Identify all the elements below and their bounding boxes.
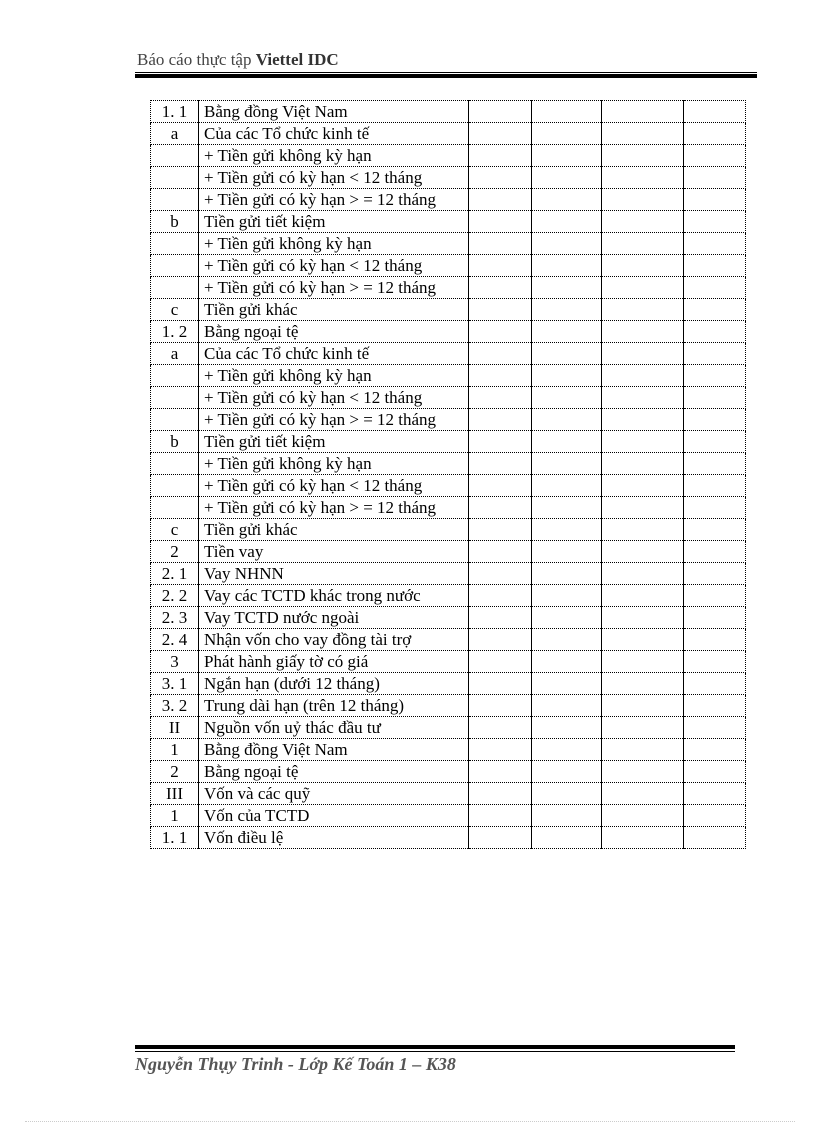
row-number: III [151, 783, 199, 805]
value-cell [684, 145, 746, 167]
value-cell [684, 607, 746, 629]
table-row [151, 607, 746, 629]
row-description: + Tiền gửi không kỳ hạn [199, 453, 469, 475]
value-cell [684, 783, 746, 805]
row-number: c [151, 519, 199, 541]
value-cell [469, 145, 532, 167]
value-cell [602, 365, 684, 387]
value-cell [684, 321, 746, 343]
value-cell [532, 431, 602, 453]
table-row [151, 255, 746, 277]
row-description: + Tiền gửi có kỳ hạn < 12 tháng [199, 387, 469, 409]
header-prefix: Báo cáo thực tập [137, 50, 256, 69]
value-cell [469, 497, 532, 519]
value-cell [602, 783, 684, 805]
row-number: 2. 3 [151, 607, 199, 629]
value-cell [684, 387, 746, 409]
value-cell [532, 761, 602, 783]
row-number: b [151, 431, 199, 453]
row-number [151, 497, 199, 519]
row-number [151, 277, 199, 299]
header-company: Viettel IDC [255, 50, 339, 69]
table-row [151, 321, 746, 343]
table-row [151, 651, 746, 673]
row-number: 3. 1 [151, 673, 199, 695]
row-description: Của các Tổ chức kinh tế [199, 343, 469, 365]
value-cell [684, 409, 746, 431]
value-cell [532, 101, 602, 123]
table-row [151, 629, 746, 651]
value-cell [602, 321, 684, 343]
row-description: Vốn và các quỹ [199, 783, 469, 805]
table-row [151, 783, 746, 805]
row-number: 1. 1 [151, 101, 199, 123]
row-description: Của các Tổ chức kinh tế [199, 123, 469, 145]
value-cell [602, 431, 684, 453]
value-cell [532, 541, 602, 563]
row-number: c [151, 299, 199, 321]
value-cell [684, 233, 746, 255]
row-number [151, 189, 199, 211]
value-cell [602, 409, 684, 431]
row-number [151, 233, 199, 255]
row-description: Ngắn hạn (dưới 12 tháng) [199, 673, 469, 695]
row-number [151, 453, 199, 475]
row-description: Bằng ngoại tệ [199, 321, 469, 343]
value-cell [602, 761, 684, 783]
table-row [151, 145, 746, 167]
row-description: Vốn điều lệ [199, 827, 469, 849]
value-cell [602, 541, 684, 563]
value-cell [532, 629, 602, 651]
table-row [151, 431, 746, 453]
row-number: 2. 1 [151, 563, 199, 585]
value-cell [532, 233, 602, 255]
value-cell [532, 673, 602, 695]
value-cell [532, 365, 602, 387]
value-cell [684, 563, 746, 585]
row-number: a [151, 123, 199, 145]
value-cell [684, 717, 746, 739]
value-cell [469, 453, 532, 475]
table-row [151, 365, 746, 387]
value-cell [602, 343, 684, 365]
capital-sources-table [150, 100, 746, 849]
footer-rule-thick [135, 1045, 735, 1049]
row-number [151, 409, 199, 431]
value-cell [602, 629, 684, 651]
row-number [151, 475, 199, 497]
value-cell [684, 189, 746, 211]
page-edge-dots [25, 1121, 795, 1122]
value-cell [684, 299, 746, 321]
row-number: 2. 2 [151, 585, 199, 607]
value-cell [602, 497, 684, 519]
table-row [151, 453, 746, 475]
value-cell [684, 519, 746, 541]
row-description: Nguồn vốn uỷ thác đầu tư [199, 717, 469, 739]
value-cell [602, 101, 684, 123]
row-number: 1 [151, 739, 199, 761]
row-description: Phát hành giấy tờ có giá [199, 651, 469, 673]
value-cell [602, 673, 684, 695]
row-description: + Tiền gửi có kỳ hạn < 12 tháng [199, 255, 469, 277]
value-cell [469, 607, 532, 629]
value-cell [469, 211, 532, 233]
table-row [151, 673, 746, 695]
value-cell [602, 387, 684, 409]
row-description: Vốn của TCTD [199, 805, 469, 827]
row-description: + Tiền gửi có kỳ hạn > = 12 tháng [199, 409, 469, 431]
value-cell [602, 607, 684, 629]
value-cell [469, 475, 532, 497]
value-cell [684, 211, 746, 233]
row-number [151, 167, 199, 189]
value-cell [469, 695, 532, 717]
value-cell [602, 695, 684, 717]
value-cell [469, 189, 532, 211]
table-row [151, 167, 746, 189]
row-description: Trung dài hạn (trên 12 tháng) [199, 695, 469, 717]
table-row [151, 739, 746, 761]
value-cell [469, 233, 532, 255]
row-number [151, 387, 199, 409]
row-description: Tiền gửi khác [199, 519, 469, 541]
page-header [137, 50, 339, 70]
row-number: a [151, 343, 199, 365]
row-number: 2 [151, 541, 199, 563]
row-number [151, 145, 199, 167]
value-cell [532, 717, 602, 739]
table-row [151, 343, 746, 365]
value-cell [469, 321, 532, 343]
value-cell [602, 805, 684, 827]
row-description: + Tiền gửi không kỳ hạn [199, 233, 469, 255]
value-cell [684, 629, 746, 651]
value-cell [602, 299, 684, 321]
table-row [151, 497, 746, 519]
value-cell [469, 299, 532, 321]
table-row [151, 299, 746, 321]
value-cell [532, 277, 602, 299]
value-cell [684, 827, 746, 849]
value-cell [469, 409, 532, 431]
value-cell [532, 211, 602, 233]
value-cell [602, 717, 684, 739]
value-cell [684, 365, 746, 387]
value-cell [602, 255, 684, 277]
value-cell [532, 123, 602, 145]
value-cell [532, 607, 602, 629]
value-cell [469, 431, 532, 453]
value-cell [602, 123, 684, 145]
value-cell [532, 299, 602, 321]
value-cell [602, 585, 684, 607]
value-cell [469, 585, 532, 607]
row-description: + Tiền gửi có kỳ hạn > = 12 tháng [199, 497, 469, 519]
value-cell [684, 167, 746, 189]
table-row [151, 233, 746, 255]
value-cell [532, 255, 602, 277]
value-cell [684, 761, 746, 783]
value-cell [532, 563, 602, 585]
value-cell [684, 695, 746, 717]
value-cell [684, 101, 746, 123]
value-cell [469, 717, 532, 739]
value-cell [602, 211, 684, 233]
value-cell [684, 541, 746, 563]
value-cell [532, 387, 602, 409]
table-row [151, 695, 746, 717]
table-row [151, 123, 746, 145]
table-row [151, 827, 746, 849]
value-cell [469, 629, 532, 651]
value-cell [532, 453, 602, 475]
row-description: Bằng đồng Việt Nam [199, 101, 469, 123]
row-number: 1. 2 [151, 321, 199, 343]
row-number: II [151, 717, 199, 739]
table-row [151, 563, 746, 585]
row-description: Tiền gửi tiết kiệm [199, 211, 469, 233]
value-cell [684, 673, 746, 695]
value-cell [469, 805, 532, 827]
row-description: Tiền gửi khác [199, 299, 469, 321]
value-cell [532, 827, 602, 849]
value-cell [532, 739, 602, 761]
value-cell [469, 365, 532, 387]
row-description: + Tiền gửi có kỳ hạn > = 12 tháng [199, 277, 469, 299]
table-row [151, 101, 746, 123]
value-cell [602, 277, 684, 299]
value-cell [469, 277, 532, 299]
value-cell [684, 431, 746, 453]
page-footer: Nguyễn Thụy Trinh - Lớp Kế Toán 1 – K38 [135, 1054, 456, 1074]
value-cell [602, 453, 684, 475]
row-number: 1. 1 [151, 827, 199, 849]
row-description: Bằng đồng Việt Nam [199, 739, 469, 761]
value-cell [532, 189, 602, 211]
value-cell [684, 651, 746, 673]
table-row [151, 761, 746, 783]
row-number: 1 [151, 805, 199, 827]
value-cell [532, 805, 602, 827]
value-cell [532, 321, 602, 343]
value-cell [602, 519, 684, 541]
row-description: Vay TCTD nước ngoài [199, 607, 469, 629]
row-number: 2 [151, 761, 199, 783]
value-cell [684, 475, 746, 497]
value-cell [602, 651, 684, 673]
value-cell [602, 233, 684, 255]
value-cell [469, 343, 532, 365]
value-cell [532, 409, 602, 431]
value-cell [469, 563, 532, 585]
value-cell [602, 827, 684, 849]
value-cell [469, 101, 532, 123]
value-cell [532, 585, 602, 607]
row-description: Tiền gửi tiết kiệm [199, 431, 469, 453]
row-number: b [151, 211, 199, 233]
table-row [151, 277, 746, 299]
value-cell [469, 673, 532, 695]
value-cell [532, 497, 602, 519]
row-description: + Tiền gửi không kỳ hạn [199, 365, 469, 387]
value-cell [684, 739, 746, 761]
row-description: + Tiền gửi không kỳ hạn [199, 145, 469, 167]
row-description: Vay NHNN [199, 563, 469, 585]
table-row [151, 541, 746, 563]
table-row [151, 519, 746, 541]
value-cell [602, 563, 684, 585]
table-row [151, 585, 746, 607]
value-cell [532, 475, 602, 497]
footer-rule-thin [135, 1051, 735, 1052]
value-cell [469, 387, 532, 409]
row-description: Nhận vốn cho vay đồng tài trợ [199, 629, 469, 651]
value-cell [469, 651, 532, 673]
value-cell [684, 805, 746, 827]
value-cell [602, 167, 684, 189]
row-description: + Tiền gửi có kỳ hạn < 12 tháng [199, 475, 469, 497]
table-row [151, 189, 746, 211]
value-cell [532, 651, 602, 673]
value-cell [469, 827, 532, 849]
value-cell [469, 255, 532, 277]
row-description: Vay các TCTD khác trong nước [199, 585, 469, 607]
header-rule-thick [135, 74, 757, 78]
row-number: 2. 4 [151, 629, 199, 651]
value-cell [532, 783, 602, 805]
table-body [151, 101, 746, 849]
row-description: + Tiền gửi có kỳ hạn < 12 tháng [199, 167, 469, 189]
value-cell [469, 123, 532, 145]
table-row [151, 409, 746, 431]
value-cell [469, 739, 532, 761]
table-row [151, 717, 746, 739]
value-cell [684, 497, 746, 519]
table-row [151, 211, 746, 233]
value-cell [532, 695, 602, 717]
value-cell [684, 453, 746, 475]
value-cell [469, 519, 532, 541]
value-cell [469, 167, 532, 189]
value-cell [602, 189, 684, 211]
value-cell [602, 145, 684, 167]
table-row [151, 475, 746, 497]
value-cell [684, 343, 746, 365]
value-cell [684, 585, 746, 607]
value-cell [684, 255, 746, 277]
row-description: + Tiền gửi có kỳ hạn > = 12 tháng [199, 189, 469, 211]
row-number [151, 255, 199, 277]
table-row [151, 387, 746, 409]
row-description: Bằng ngoại tệ [199, 761, 469, 783]
value-cell [684, 277, 746, 299]
value-cell [532, 167, 602, 189]
header-rule-thin [135, 72, 757, 73]
value-cell [532, 343, 602, 365]
value-cell [469, 761, 532, 783]
row-number [151, 365, 199, 387]
table-row [151, 805, 746, 827]
value-cell [532, 145, 602, 167]
value-cell [469, 541, 532, 563]
value-cell [469, 783, 532, 805]
row-description: Tiền vay [199, 541, 469, 563]
value-cell [602, 739, 684, 761]
value-cell [532, 519, 602, 541]
value-cell [684, 123, 746, 145]
row-number: 3. 2 [151, 695, 199, 717]
row-number: 3 [151, 651, 199, 673]
value-cell [602, 475, 684, 497]
